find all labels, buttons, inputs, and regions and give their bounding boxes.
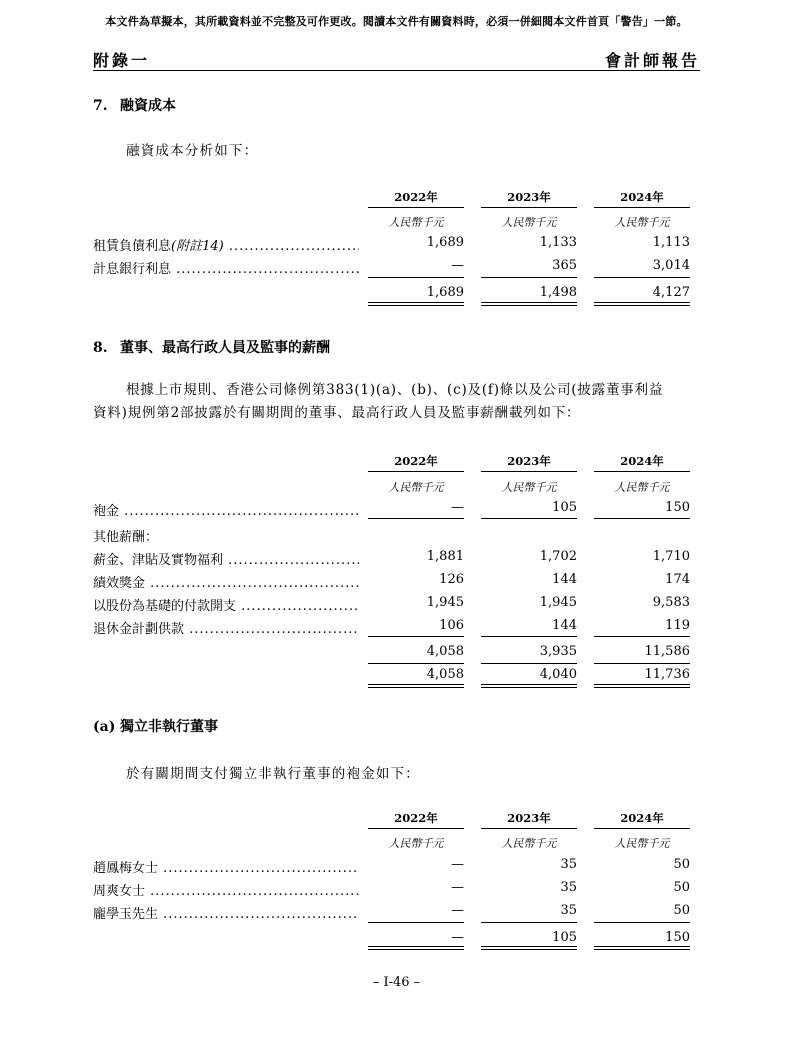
- subsection-a-title: 獨立非執行董事: [120, 719, 218, 735]
- s8-subtotal: 3,935: [539, 644, 577, 659]
- section-8-intro-line-2: 資料)規例第2部披露於有關期間的董事、最高行政人員及監事薪酬載列如下：: [93, 405, 581, 421]
- s8-cell: 119: [665, 618, 690, 633]
- s7-cell: —: [451, 258, 464, 273]
- sa-row-label: [93, 857, 359, 876]
- subtotal-rule: [481, 636, 577, 637]
- sa-row-label: [93, 903, 359, 922]
- s8-row-label-text: 績效獎金: [93, 576, 146, 591]
- report-title: 會計師報告: [604, 51, 700, 70]
- subtotal-rule: [368, 636, 464, 637]
- subtotal-rule: [594, 277, 690, 278]
- s8-year-2022: 2022年: [368, 453, 464, 472]
- s8-cell: 144: [552, 572, 577, 587]
- s7-row-label: [93, 235, 359, 254]
- fees-rule: [368, 518, 464, 519]
- s8-total: 11,736: [644, 667, 690, 682]
- s8-unit: 人民幣千元: [501, 481, 557, 494]
- sa-row-label-text: 龐學玉先生: [93, 907, 159, 922]
- s7-row-label: [93, 258, 359, 277]
- sa-total: 105: [552, 930, 577, 945]
- page-number: – I-46 –: [372, 975, 421, 990]
- s7-year-2022: 2022年: [368, 189, 464, 208]
- s7-total: 4,127: [652, 285, 690, 300]
- subsection-a-heading: [93, 716, 218, 736]
- s8-other-label: 其他薪酬：: [93, 530, 159, 545]
- s8-cell: 174: [665, 572, 690, 587]
- total-double-rule: [594, 302, 690, 306]
- s8-cell: 106: [439, 618, 464, 633]
- subtotal-rule: [368, 663, 464, 664]
- sa-year-2022: 2022年: [368, 810, 464, 829]
- section-8-heading: [93, 337, 330, 357]
- subsection-a-label: (a): [93, 719, 116, 735]
- s8-year-2024: 2024年: [594, 453, 690, 472]
- total-double-rule: [481, 946, 577, 950]
- s8-row-label-text: 以股份為基礎的付款開支: [93, 599, 237, 614]
- s8-cell: 1,702: [539, 549, 577, 564]
- section-8-intro: [93, 379, 700, 425]
- sa-cell: 50: [673, 857, 690, 872]
- total-double-rule: [594, 946, 690, 950]
- sa-cell: —: [451, 880, 464, 895]
- s8-subtotal: 4,058: [426, 644, 464, 659]
- subtotal-rule: [368, 277, 464, 278]
- subtotal-rule: [594, 636, 690, 637]
- sa-cell: 50: [673, 903, 690, 918]
- section-7-title: 融資成本: [120, 98, 176, 114]
- sa-unit: 人民幣千元: [501, 837, 557, 850]
- s7-year-2023: 2023年: [481, 189, 577, 208]
- s8-total: 4,040: [539, 667, 577, 682]
- appendix-title: 附錄一: [93, 51, 151, 70]
- s8-cell: 144: [552, 618, 577, 633]
- s7-total: 1,498: [539, 285, 577, 300]
- sa-year-2023: 2023年: [481, 810, 577, 829]
- subsection-a-intro: 於有關期間支付獨立非執行董事的袍金如下：: [126, 766, 420, 782]
- total-double-rule: [481, 684, 577, 688]
- sa-cell: 50: [673, 880, 690, 895]
- s7-cell: 1,113: [652, 235, 690, 250]
- fees-rule: [481, 518, 577, 519]
- s8-cell: 1,945: [539, 595, 577, 610]
- section-8-intro-line-1: 根據上市規則、香港公司條例第383(1)(a)、(b)、(c)及(f)條以及公司(披露董事利益: [126, 382, 664, 398]
- section-7-intro: 融資成本分析如下：: [126, 143, 259, 159]
- s8-cell: 105: [552, 500, 577, 515]
- s8-cell: 126: [439, 572, 464, 587]
- section-7-heading: [93, 95, 176, 115]
- s8-cell: —: [451, 500, 464, 515]
- section-8-number: 8.: [93, 340, 108, 356]
- s8-cell: 1,945: [426, 595, 464, 610]
- sa-row-label: [93, 880, 359, 899]
- sa-cell: —: [451, 903, 464, 918]
- s7-cell: 1,133: [539, 235, 577, 250]
- sa-year-2024: 2024年: [594, 810, 690, 829]
- section-8-title: 董事、最高行政人員及監事的薪酬: [120, 340, 330, 356]
- draft-warning: 本文件為草擬本，其所載資料並不完整及可作更改。閱讀本文件有關資料時，必須一併細閱本文件首頁「警告」一節。: [105, 15, 688, 28]
- s8-subtotal: 11,586: [644, 644, 690, 659]
- subtotal-rule: [481, 277, 577, 278]
- sa-cell: 35: [560, 880, 577, 895]
- s7-cell: 3,014: [652, 258, 690, 273]
- fees-rule: [594, 518, 690, 519]
- subtotal-rule: [594, 922, 690, 923]
- total-double-rule: [368, 302, 464, 306]
- s7-unit: 人民幣千元: [388, 216, 444, 229]
- total-double-rule: [481, 302, 577, 306]
- s8-unit: 人民幣千元: [388, 481, 444, 494]
- subtotal-rule: [481, 663, 577, 664]
- s8-total: 4,058: [426, 667, 464, 682]
- s8-row-label-text: 薪金、津貼及實物福利: [93, 553, 224, 568]
- s7-total: 1,689: [426, 285, 464, 300]
- sa-unit: 人民幣千元: [614, 837, 670, 850]
- s8-row-label: [93, 595, 359, 614]
- sa-row-label-text: 趙鳳梅女士: [93, 861, 159, 876]
- s8-cell: 150: [665, 500, 690, 515]
- total-double-rule: [368, 946, 464, 950]
- subtotal-rule: [481, 922, 577, 923]
- s8-row-label: [93, 618, 359, 637]
- sa-total: —: [451, 930, 464, 945]
- s7-row-label-text: 租賃負債利息: [93, 239, 172, 254]
- s8-unit: 人民幣千元: [614, 481, 670, 494]
- total-double-rule: [368, 684, 464, 688]
- sa-cell: 35: [560, 903, 577, 918]
- s7-cell: 1,689: [426, 235, 464, 250]
- s8-year-2023: 2023年: [481, 453, 577, 472]
- subtotal-rule: [368, 922, 464, 923]
- section-7-number: 7.: [93, 98, 108, 114]
- sa-cell: —: [451, 857, 464, 872]
- s8-row-label: [93, 500, 359, 519]
- sa-total: 150: [665, 930, 690, 945]
- s8-cell: 1,710: [652, 549, 690, 564]
- sa-row-label-text: 周爽女士: [93, 884, 146, 899]
- s7-unit: 人民幣千元: [614, 216, 670, 229]
- s7-unit: 人民幣千元: [501, 216, 557, 229]
- s8-cell: 9,583: [652, 595, 690, 610]
- header-divider: [93, 70, 700, 71]
- sa-unit: 人民幣千元: [388, 837, 444, 850]
- s8-row-label: [93, 572, 359, 591]
- s8-row-label-text: 退休金計劃供款: [93, 622, 185, 637]
- s7-cell: 365: [552, 258, 577, 273]
- total-double-rule: [594, 684, 690, 688]
- s7-year-2024: 2024年: [594, 189, 690, 208]
- s7-row-note: (附註14): [171, 239, 224, 254]
- s8-cell: 1,881: [426, 549, 464, 564]
- s8-row-label-text: 袍金: [93, 504, 120, 519]
- s7-row-label-text: 計息銀行利息: [93, 262, 172, 277]
- s8-row-label: [93, 549, 359, 568]
- sa-cell: 35: [560, 857, 577, 872]
- subtotal-rule: [594, 663, 690, 664]
